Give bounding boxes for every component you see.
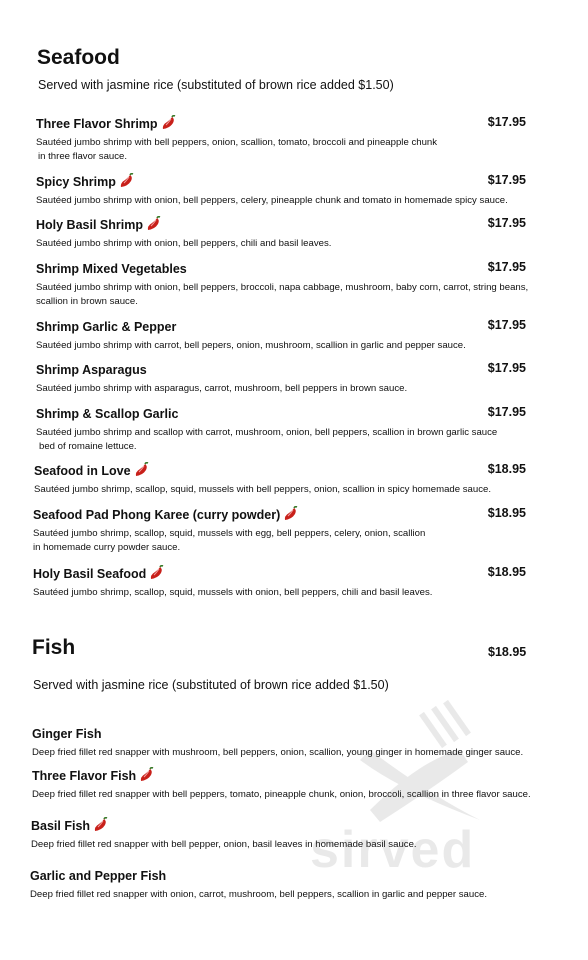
item-price: $17.95	[487, 361, 526, 375]
item-price: $17.95	[487, 318, 526, 332]
item-description: Sautéed jumbo shrimp with asparagus, carrot, mushroom, bell peppers in brown sauce.	[36, 383, 408, 394]
menu-item	[33, 565, 553, 600]
menu-item	[34, 462, 554, 497]
menu-item	[36, 216, 556, 251]
item-description: Deep fried fillet red snapper with bell peppers, tomato, pineapple chunk, onion, broccoli, scallion in three flavor sauce.	[32, 789, 531, 800]
item-price: $18.95	[487, 565, 526, 579]
item-description: Deep fried fillet red snapper with mushroom, bell peppers, onion, scallion, young ginger in homemade ginger sauce.	[32, 747, 524, 758]
chili-pepper-icon	[138, 767, 156, 783]
menu-item	[36, 260, 556, 309]
item-name: Shrimp Asparagus	[36, 363, 147, 377]
item-name: Shrimp Garlic & Pepper	[36, 320, 177, 334]
chili-pepper-icon	[133, 462, 151, 478]
seafood-subtitle: Served with jasmine rice (substituted of brown rice added $1.50)	[38, 78, 394, 92]
watermark-text: sirved	[310, 821, 476, 879]
item-description: Deep fried fillet red snapper with onion, carrot, mushroom, bell peppers, scallion in garlic and pepper sauce.	[30, 889, 488, 900]
item-name: Holy Basil Seafood	[33, 567, 147, 581]
seafood-title: Seafood	[37, 46, 120, 69]
item-name: Shrimp & Scallop Garlic	[36, 407, 179, 421]
item-price: $18.95	[487, 506, 526, 520]
item-name: Shrimp Mixed Vegetables	[36, 262, 187, 276]
item-name: Three Flavor Shrimp	[36, 117, 158, 131]
menu-item	[33, 506, 553, 555]
item-description: Sautéed jumbo shrimp with carrot, bell pepers, onion, mushroom, scallion in garlic and pepper sauce.	[36, 340, 466, 351]
item-price: $17.95	[487, 216, 526, 230]
item-price: $17.95	[487, 260, 526, 274]
item-description: Sautéed jumbo shrimp and scallop with carrot, mushroom, onion, bell peppers, scallion in brown garlic sauce bed of romaine lettuce.	[36, 427, 498, 452]
fish-price: $18.95	[488, 645, 527, 659]
item-description: Deep fried fillet red snapper with bell pepper, onion, basil leaves in homemade basil sauce.	[31, 839, 417, 850]
menu-item	[36, 405, 556, 454]
item-description: Sautéed jumbo shrimp with onion, bell peppers, chili and basil leaves.	[36, 238, 332, 249]
item-description: Sautéed jumbo shrimp, scallop, squid, mussels with egg, bell peppers, celery, onion, scallion in homemade curry powder sauce.	[33, 528, 426, 553]
item-name: Basil Fish	[31, 819, 91, 833]
item-description: Sautéed jumbo shrimp, scallop, squid, mussels with bell peppers, onion, scallion in spicy homemade sauce.	[34, 484, 492, 495]
chili-pepper-icon	[160, 115, 178, 131]
item-description: Sautéed jumbo shrimp with onion, bell peppers, broccoli, napa cabbage, mushroom, baby corn, carrot, string beans, scallion in brown sauce.	[36, 282, 529, 307]
fish-title: Fish	[32, 636, 76, 659]
chili-pepper-icon	[92, 817, 110, 833]
item-price: $17.95	[487, 405, 526, 419]
item-name: Seafood in Love	[34, 464, 131, 478]
item-price: $17.95	[487, 115, 526, 129]
chili-pepper-icon	[145, 216, 163, 232]
watermark	[310, 700, 540, 900]
item-description: Sautéed jumbo shrimp with bell peppers, onion, scallion, tomato, broccoli and pineapple chunk in three flavor sauce.	[36, 137, 438, 162]
menu-item	[36, 318, 556, 353]
item-name: Garlic and Pepper Fish	[30, 869, 167, 883]
item-name: Ginger Fish	[32, 727, 102, 741]
chili-pepper-icon	[118, 173, 136, 189]
item-price: $18.95	[487, 462, 526, 476]
item-name: Seafood Pad Phong Karee (curry powder)	[33, 508, 281, 522]
item-name: Three Flavor Fish	[32, 769, 137, 783]
item-description: Sautéed jumbo shrimp with onion, bell peppers, celery, pineapple chunk and tomato in homemade spicy sauce.	[36, 195, 508, 206]
chili-pepper-icon	[148, 565, 166, 581]
menu-item	[36, 361, 556, 396]
item-name: Spicy Shrimp	[36, 175, 116, 189]
menu-item	[36, 173, 556, 208]
menu-item	[36, 115, 556, 164]
item-description: Sautéed jumbo shrimp, scallop, squid, mussels with onion, bell peppers, chili and basil leaves.	[33, 587, 433, 598]
fish-subtitle: Served with jasmine rice (substituted of brown rice added $1.50)	[33, 678, 389, 692]
item-price: $17.95	[487, 173, 526, 187]
chili-pepper-icon	[282, 506, 300, 522]
item-name: Holy Basil Shrimp	[36, 218, 143, 232]
